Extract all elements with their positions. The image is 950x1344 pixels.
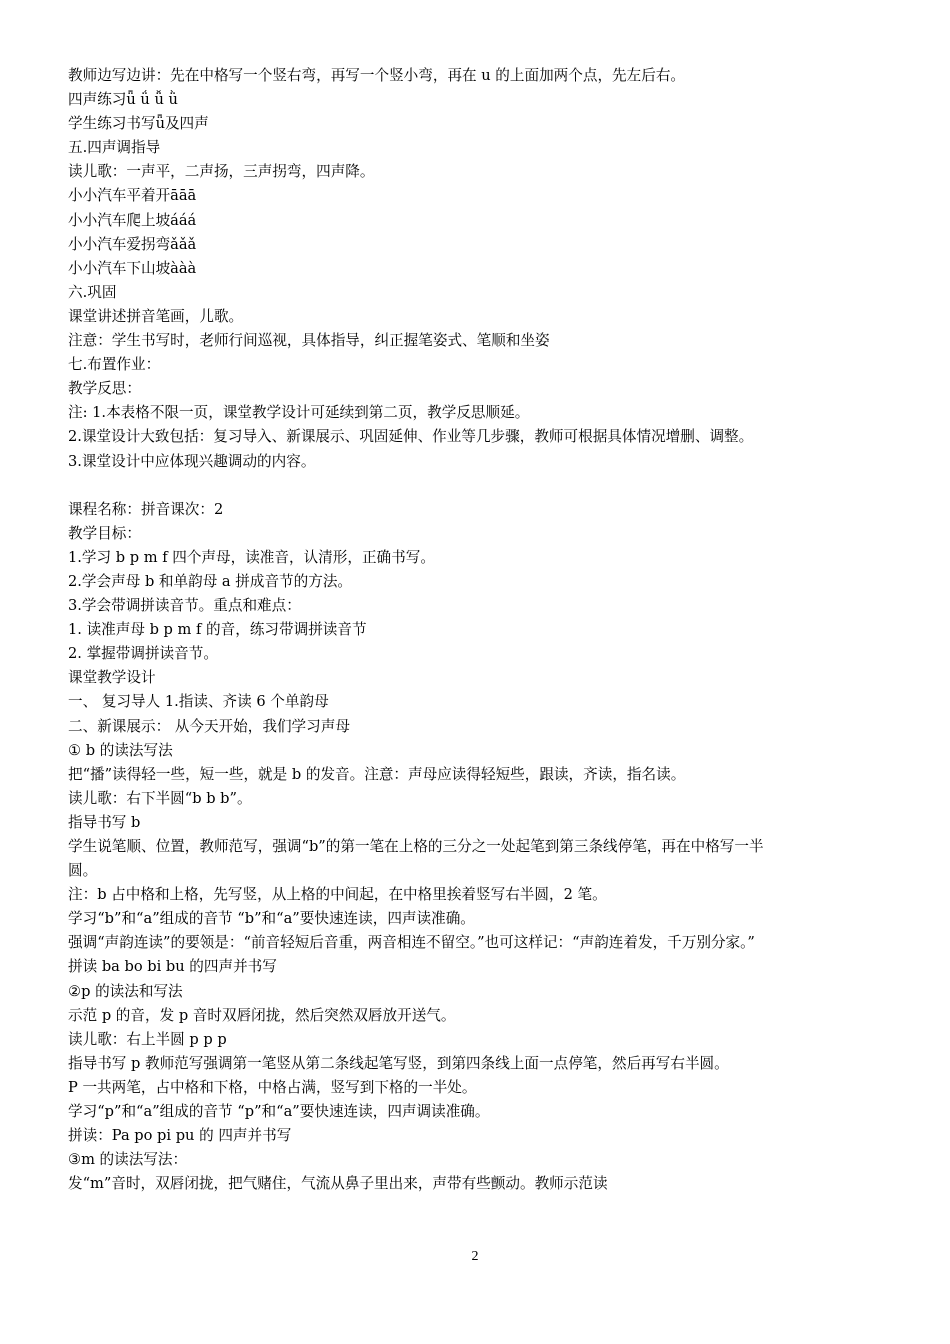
blank-line: [68, 474, 890, 498]
text-line: 读儿歌：一声平，二声扬，三声拐弯，四声降。: [68, 163, 375, 181]
text-line: ②p 的读法和写法: [68, 982, 183, 1000]
text-line: 注: 1.本表格不限一页，课堂教学设计可延续到第二页，教学反思顺延。: [68, 404, 530, 422]
text-line: 学生练习书写ǖ及四声: [68, 115, 209, 133]
text-line: 读儿歌：右下半圆“b b b”。: [68, 789, 252, 807]
text-line: 强调“声韵连读”的要领是：“前音轻短后音重，两音相连不留空。”也可这样记：“声韵连着发，千万别分家。”: [68, 934, 755, 952]
text-line: 2.学会声母 b 和单韵母 a 拼成音节的方法。: [68, 572, 353, 590]
text-line: 小小汽车下山坡ààà: [68, 259, 197, 277]
text-line: 一、 复习导人 1.指读、齐读 6 个单韵母: [68, 693, 329, 711]
text-line: P 一共两笔，占中格和下格，中格占满，竖写到下格的一半处。: [68, 1078, 477, 1096]
text-line: 五.四声调指导: [68, 139, 161, 157]
text-line: 注意：学生书写时，老师行间巡视，具体指导，纠正握笔姿式、笔顺和坐姿: [68, 332, 550, 350]
text-line: ① b 的读法写法: [68, 741, 173, 759]
text-line: 课堂教学设计: [68, 669, 156, 687]
text-line: 把“播”读得轻一些，短一些，就是 b 的发音。注意：声母应读得轻短些，跟读，齐读，指名读。: [68, 765, 686, 783]
text-line: 读儿歌：右上半圆 p p p: [68, 1030, 227, 1048]
text-line: 注：b 占中格和上格，先写竖，从上格的中间起，在中格里挨着竖写右半圆，2 笔。: [68, 886, 607, 904]
text-line: 小小汽车平着开āāā: [68, 187, 197, 205]
text-line: 1.学习 b p m f 四个声母，读准音，认清形，正确书写。: [68, 548, 435, 566]
text-line: 2.课堂设计大致包括：复习导入、新课展示、巩固延伸、作业等几步骤，教师可根据具体情况增删、调整。: [68, 428, 754, 446]
text-line: 2. 掌握带调拼读音节。: [68, 645, 218, 663]
text-line: 指导书写 b: [68, 813, 141, 831]
text-line: 学习“p”和“a”组成的音节 “p”和“a”要快速连读，四声调读准确。: [68, 1103, 490, 1121]
text-line: 小小汽车爬上坡ááá: [68, 211, 197, 229]
text-line: 教学目标：: [68, 524, 141, 542]
text-line: 学习“b”和“a”组成的音节 “b”和“a”要快速连读，四声读准确。: [68, 910, 475, 928]
text-line: 课程名称：拼音课次：2: [68, 500, 224, 518]
text-line: 3.课堂设计中应体现兴趣调动的内容。: [68, 452, 316, 470]
body-text: [68, 64, 890, 1196]
text-line: 1. 读准声母 b p m f 的音，练习带调拼读音节: [68, 621, 367, 639]
text-line: ③m 的读法写法：: [68, 1151, 188, 1169]
text-line: 教师边写边讲：先在中格写一个竖右弯，再写一个竖小弯，再在 u 的上面加两个点，先左后右。: [68, 67, 686, 84]
text-line: 3.学会带调拼读音节。重点和难点：: [68, 597, 301, 615]
text-line: 圆。: [68, 862, 98, 880]
text-line: 教学反思：: [68, 380, 141, 398]
text-line: 七.布置作业：: [68, 356, 161, 374]
text-line: 课堂讲述拼音笔画，儿歌。: [68, 307, 244, 325]
text-line: 指导书写 p 教师范写强调第一笔竖从第二条线起笔写竖，到第四条线上面一点停笔，然后再写右半圆。: [68, 1054, 729, 1072]
text-line: 拼读 ba bo bi bu 的四声并书写: [68, 958, 277, 976]
text-line: 学生说笔顺、位置，教师范写，强调“b”的第一笔在上格的三分之一处起笔到第三条线停笔，再在中格写一半: [68, 838, 764, 855]
text-line: 小小汽车爱拐弯ǎǎǎ: [68, 235, 197, 253]
text-line: 六.巩固: [68, 283, 117, 301]
text-line: 拼读：Pa po pi pu 的 四声并书写: [68, 1127, 292, 1145]
page-number: 2: [471, 1249, 479, 1264]
text-line: 二、新课展示： 从今天开始，我们学习声母: [68, 717, 350, 735]
text-line: 发“m”音时，双唇闭拢，把气赌住，气流从鼻子里出来，声带有些颤动。教师示范读: [68, 1175, 608, 1193]
text-line: 四声练习ǖ ǘ ǚ ǜ: [68, 91, 178, 109]
text-line: 示范 p 的音，发 p 音时双唇闭拢，然后突然双唇放开送气。: [68, 1006, 456, 1024]
